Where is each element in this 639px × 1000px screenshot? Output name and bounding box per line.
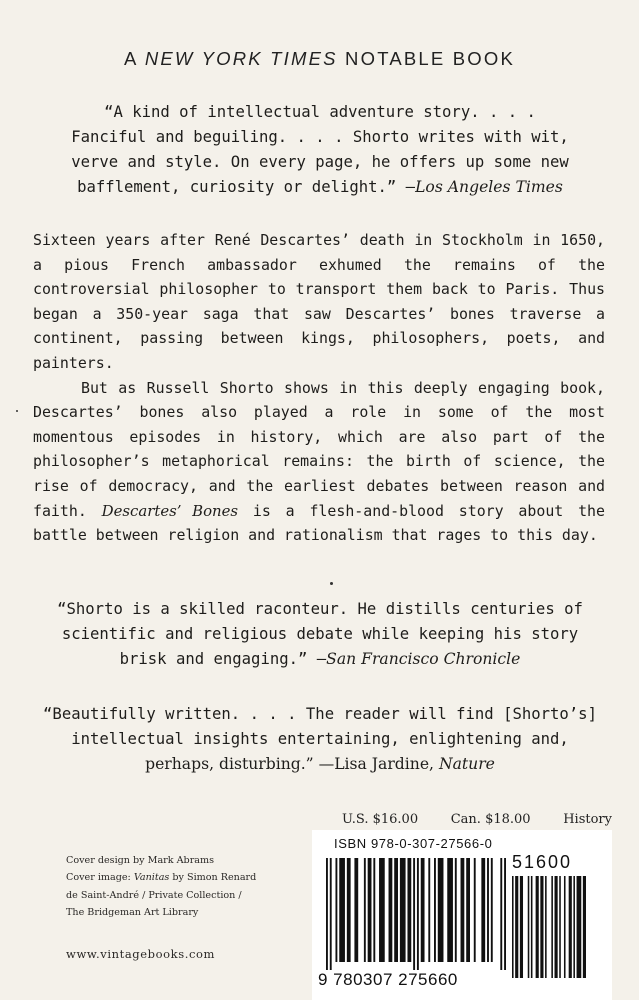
print-speck — [330, 582, 333, 585]
barcode-bar — [577, 876, 582, 978]
quote-last-line: bafflement, curiosity or delight.” — — [77, 178, 416, 196]
barcode-bar — [504, 858, 506, 970]
barcode-bar — [339, 858, 345, 962]
barcode-bar — [531, 876, 533, 978]
barcode-bar — [559, 876, 561, 978]
barcode-bar — [564, 876, 566, 978]
quote-line: intellectual insights entertaining, enlightening and, — [71, 730, 569, 748]
barcode-bar — [413, 858, 415, 970]
barcode-bar — [438, 858, 444, 962]
quote-line: Fanciful and beguiling. . . . Shorto writes with wit, — [71, 128, 569, 146]
price-row — [342, 812, 612, 827]
quote-line — [40, 752, 600, 777]
quote-last-line: perhaps, disturbing.” —Lisa Jardine, — [145, 755, 439, 773]
barcode-bar — [545, 876, 547, 978]
credit-image-title: Vanitas — [133, 872, 170, 884]
quote-line: “Beautifully written. . . . The reader will find [Shorto’s] — [43, 705, 597, 723]
barcode-bar — [400, 858, 406, 962]
notable-book-banner — [0, 48, 639, 70]
barcode-bar — [330, 858, 332, 970]
barcode-bar — [461, 858, 465, 962]
quote-line: scientific and religious debate while keeping his story — [61, 625, 579, 643]
quote-line: “A kind of intellectual adventure story. . . . — [104, 103, 536, 121]
barcode-bar — [394, 858, 398, 962]
barcode-bar — [347, 858, 351, 962]
barcode-bar — [536, 876, 539, 978]
quote-line: “Shorto is a skilled raconteur. He distills centuries of — [57, 600, 583, 618]
review-quote-sf-chronicle — [40, 597, 600, 672]
quote-line — [40, 647, 600, 672]
credit-collection: de Saint-André / Private Collection / — [66, 889, 242, 901]
credit-image — [66, 869, 316, 886]
barcode-addon-digits: 51600 — [512, 852, 573, 872]
barcode-bar — [368, 858, 372, 962]
quote-last-line: brisk and engaging.” — — [119, 650, 327, 668]
barcode-bar — [335, 858, 337, 962]
barcode-bar — [569, 876, 572, 978]
book-description — [33, 228, 605, 548]
banner-suffix: NOTABLE BOOK — [337, 48, 516, 69]
credit-image-prefix: Cover image: — [66, 872, 134, 884]
barcode-bar — [389, 858, 393, 962]
barcode-bar — [421, 858, 425, 962]
addon-barcode-bars — [512, 876, 586, 978]
description-paragraph-1: Sixteen years after René Descartes’ death in Stockholm in 1650, a pious French ambassador exhumed the remains of the controversial philosopher to transport them back to Paris. Thus began a 350-year saga that saw Descartes’ bones traverse a continent, passing between kings, philosophers, poets, and painters. — [33, 231, 605, 372]
barcode-bar — [447, 858, 453, 962]
quote-source: Los Angeles Times — [415, 178, 563, 196]
barcode-bar — [583, 876, 586, 978]
isbn-number: ISBN 978-0-307-27566-0 — [334, 836, 493, 851]
barcode-bar — [379, 858, 385, 962]
quote-source: San Francisco Chronicle — [326, 650, 521, 668]
review-quote-la-times — [40, 100, 600, 200]
barcode-bar — [528, 876, 530, 978]
quote-source: Nature — [438, 755, 495, 773]
barcode-bar — [434, 858, 436, 962]
publisher-website: www.vintagebooks.com — [66, 947, 216, 961]
barcode-bar — [373, 858, 375, 962]
barcode-bar — [354, 858, 358, 962]
barcode-bar — [551, 876, 553, 978]
barcode-bar — [500, 858, 502, 970]
barcode-bar — [491, 858, 493, 962]
price-us: U.S. $16.00 — [342, 812, 419, 827]
banner-publication: NEW YORK TIMES — [144, 48, 338, 69]
book-title-inline: Descartes’ Bones — [101, 501, 239, 520]
price-canada: Can. $18.00 — [450, 812, 531, 827]
barcode-bar — [407, 858, 411, 962]
barcode-bar — [515, 876, 518, 978]
quote-line: verve and style. On every page, he offers up some new — [71, 153, 569, 171]
cover-credits — [66, 852, 316, 922]
credit-image-suffix: by Simon Renard — [169, 872, 257, 884]
credit-library: The Bridgeman Art Library — [66, 907, 199, 919]
barcode-bar — [540, 876, 543, 978]
barcode-bar — [455, 858, 457, 962]
description-paragraph-2 — [33, 376, 605, 548]
barcode-bar — [428, 858, 430, 962]
ean-barcode-bars — [326, 858, 506, 970]
barcode-bar — [555, 876, 558, 978]
barcode-bar — [364, 858, 366, 962]
review-quote-nature — [40, 702, 600, 777]
barcode-bar — [520, 876, 523, 978]
barcode-bar — [466, 858, 470, 962]
book-category: History — [563, 812, 612, 827]
barcode-bar — [487, 858, 489, 962]
banner-prefix: A — [123, 48, 145, 69]
quote-line — [40, 175, 600, 200]
print-speck — [16, 410, 18, 412]
ean-barcode-digits: 9 780307 275660 — [318, 970, 458, 989]
barcode-bar — [417, 858, 419, 970]
barcode-bar — [573, 876, 575, 978]
barcode-bar — [481, 858, 485, 962]
barcode-bar — [512, 876, 514, 978]
barcode-bar — [326, 858, 328, 970]
description-p2-end: is a flesh-and-blood story about the battle between religion and rationalism that rages to this day. — [33, 501, 605, 545]
barcode-bar — [474, 858, 476, 962]
credit-design: Cover design by Mark Abrams — [66, 855, 215, 866]
description-p2-start: But as Russell Shorto shows in this deeply engaging book, Descartes’ bones also played a role in some of the most momentous episodes in history, which are also part of the philosopher’s metaphorical remains: the birth of science, the rise of democracy, and the earliest debates between reason and faith. — [33, 378, 605, 520]
